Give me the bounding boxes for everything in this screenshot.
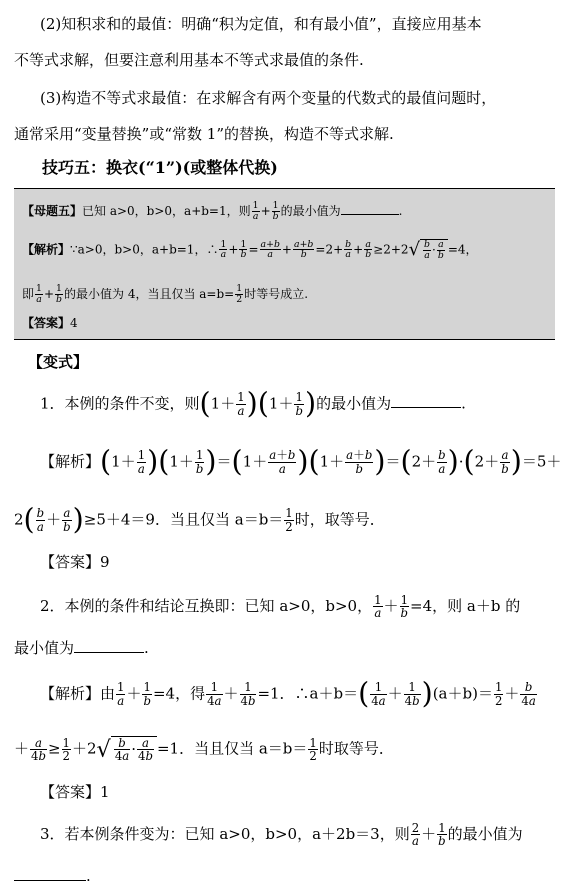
answer-value: 4	[70, 316, 78, 330]
q3-text-before: 3．若本例条件变为：已知 a>0，b>0，a＋2b＝3，则	[40, 824, 410, 843]
paragraph-3-line-1: (3)构造不等式求最值：在求解含有两个变量的代数式的最值问题时，	[40, 89, 497, 107]
variant-question-2-line-1: 2．本例的条件和结论互换即：已知 a>0，b>0， $\frac{1}{a}$ ＋ $\frac{1}{b}$ =4，则 a＋b 的	[40, 593, 521, 621]
answer-label: 【答案】	[22, 316, 71, 330]
example-label: 【母题五】	[22, 203, 83, 218]
a1-label: 【答案】	[40, 553, 101, 571]
variant-question-1: 1．本例的条件不变，则(1＋ $\frac{1}{a}$ )(1＋ $\frac{1}{b}$ )的最小值为 .	[40, 387, 466, 420]
section-heading: 技巧五：换衣(“1”)(或整体代换)	[42, 158, 278, 177]
j1-line2-mid: ≥5＋4＝9．当且仅当 a＝b＝	[83, 510, 284, 529]
q1-answer-blank	[391, 407, 461, 408]
a2-value: 1	[100, 783, 110, 801]
j2-text4: (a＋b)＝	[432, 684, 493, 703]
variant-solution-2-line-1: 【解析】由 $\frac{1}{a}$ ＋ $\frac{1}{b}$ =4，得 $\frac{1}{4a}$ ＋ $\frac{1}{4b}$ =1．∴a＋b＝( $\frac{1}{4a}$ ＋ $\frac{1}{4b}$ )(a＋b)＝ $\frac{1}{2}$ ＋ $\frac{b}{4a}$	[40, 677, 536, 710]
variant-answer-2	[40, 782, 110, 802]
j2-label: 【解析】	[40, 684, 101, 703]
q1-text-after: 的最小值为	[316, 394, 392, 413]
variant-solution-1-line-2: 2( $\frac{b}{a}$ ＋ $\frac{a}{b}$ )≥5＋4＝9．当且仅当 a＝b＝ $\frac{1}{2}$ 时，取等号．	[14, 503, 385, 536]
solution-label: 【解析】	[22, 242, 71, 257]
example-text-after: 的最小值为	[280, 203, 341, 218]
j1-tail: ＝5＋	[521, 452, 562, 471]
solution-line2-before: 即	[22, 286, 35, 301]
q2-text-mid: =4，则 a＋b 的	[410, 596, 521, 615]
example-solution-line-1: 【解析】∵a>0，b>0，a+b=1，∴ $\frac{1}{a}$ + $\frac{1}{b}$ = $\frac{a+b}{a}$ + $\frac{a+b}{b}$ =2+ $\frac{b}{a}$ + $\frac{a}{b}$ ≥2+2√ $\frac{b}{a}$ · $\frac{a}{b}$ =4，	[22, 238, 478, 261]
solution-eq-3: =4，	[447, 242, 478, 257]
solution-line2-mid: 的最小值为 4，当且仅当 a=b=	[64, 286, 235, 301]
solution-eq-2: ≥2+2	[373, 242, 409, 257]
variant-question-3-line-1: 3．若本例条件变为：已知 a>0，b>0，a＋2b＝3，则 $\frac{2}{a}$ ＋ $\frac{1}{b}$ 的最小值为	[40, 821, 523, 849]
example-question: 【母题五】已知 a>0，b>0，a+b=1，则 $\frac{1}{a}$ + $\frac{1}{b}$ 的最小值为 .	[22, 200, 403, 222]
answer-blank	[341, 214, 399, 215]
q2-line2: 最小值为	[14, 639, 75, 657]
solution-line2-after: 时等号成立.	[244, 286, 309, 301]
q3-text-after: 的最小值为	[447, 824, 523, 843]
j1-label: 【解析】	[40, 452, 101, 471]
variant-solution-2-line-2: ＋ $\frac{a}{4b}$ ≥ $\frac{1}{2}$ ＋2√ $\frac{b}{4a}$ · $\frac{a}{4b}$ =1．当且仅当 a＝b＝ $\frac{1}{2}$ 时取等号．	[14, 735, 394, 764]
example-answer	[22, 315, 78, 331]
j2-text2: =4，得	[152, 684, 206, 703]
j2-text1: 由	[100, 684, 116, 703]
q1-text-before: 1．本例的条件不变，则	[40, 394, 200, 413]
variant-heading: 【变式】	[28, 353, 89, 371]
example-text-before: 已知 a>0，b>0，a+b=1，则	[82, 203, 251, 218]
solution-eq-1: =2+	[315, 242, 344, 257]
j2-line2-c: 时取等号．	[318, 739, 394, 758]
j2-line2-a: ≥	[47, 739, 61, 758]
variant-solution-1-line-1: 【解析】(1＋ $\frac{1}{a}$ )(1＋ $\frac{1}{b}$ )＝(1＋ $\frac{a+b}{a}$ )(1＋ $\frac{a+b}{b}$ )＝(2＋ $\frac{b}{a}$ )·(2＋ $\frac{a}{b}$ )＝5＋	[40, 445, 562, 478]
q2-answer-blank	[74, 652, 144, 653]
paragraph-3-line-2: 通常采用“变量替换”或“常数 1”的替换，构造不等式求解.	[14, 125, 394, 143]
example-box	[14, 188, 555, 340]
paragraph-2-line-1: (2)知积求和的最值：明确“积为定值，和有最小值”，直接应用基本	[40, 15, 482, 33]
paragraph-2-line-2: 不等式求解，但要注意利用基本不等式求最值的条件.	[14, 51, 364, 69]
solution-text: ∵a>0，b>0，a+b=1，∴	[70, 242, 219, 257]
a2-label: 【答案】	[40, 783, 101, 801]
variant-answer-1	[40, 552, 110, 572]
j2-text3: =1．∴a＋b＝	[257, 684, 359, 703]
j2-line2-b: =1．当且仅当 a＝b＝	[156, 739, 308, 758]
q3-answer-blank	[14, 880, 86, 881]
a1-value: 9	[100, 553, 110, 571]
variant-question-3-line-2: .	[14, 866, 91, 886]
variant-question-2-line-2: 最小值为 .	[14, 639, 149, 657]
example-solution-line-2: 即 $\frac{1}{a}$ + $\frac{1}{b}$ 的最小值为 4，当且仅当 a=b= $\frac{1}{2}$ 时等号成立.	[22, 283, 309, 305]
j1-line2-after: 时，取等号．	[294, 510, 385, 529]
q2-text-before: 2．本例的条件和结论互换即：已知 a>0，b>0，	[40, 596, 373, 615]
